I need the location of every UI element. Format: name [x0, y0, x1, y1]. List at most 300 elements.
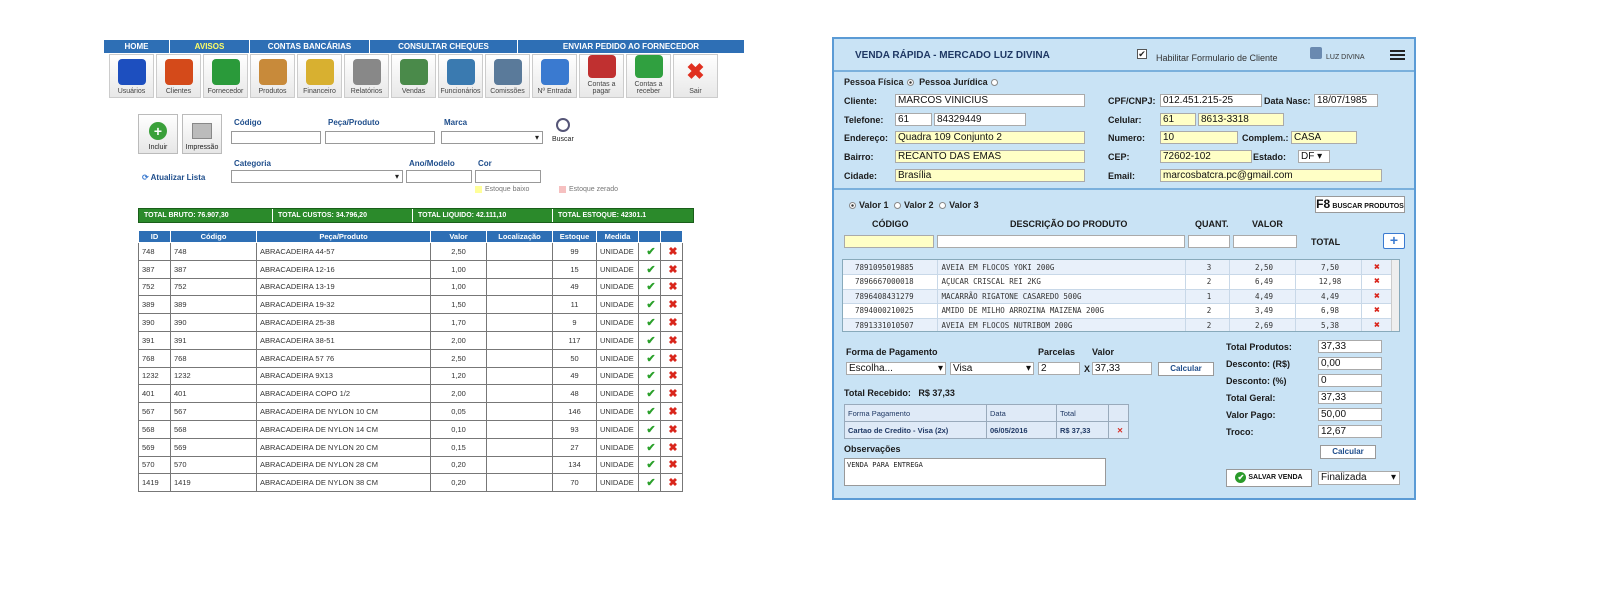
table-cell: [487, 314, 553, 332]
endereco-label: Endereço:: [844, 133, 889, 143]
table-cell: 1419: [171, 474, 257, 492]
col-header: Código: [171, 231, 257, 243]
estado-value: DF: [1301, 151, 1315, 162]
valor-pago-input[interactable]: 50,00: [1318, 408, 1382, 421]
plus-icon: +: [149, 122, 167, 140]
bandeira-select[interactable]: Visa ▾: [950, 362, 1034, 375]
bandeira-value: Visa: [953, 363, 973, 374]
table-cell: UNIDADE: [597, 367, 639, 385]
pay-col-data: Data: [987, 405, 1057, 422]
table-cell: 389: [139, 296, 171, 314]
cep-label: CEP:: [1108, 152, 1130, 162]
valor1-radio[interactable]: [849, 202, 856, 209]
troco-input[interactable]: 12,67: [1318, 425, 1382, 438]
sale-item-cell: 2: [1185, 304, 1229, 319]
quick-sale-panel: [832, 37, 1416, 500]
edit-check-icon[interactable]: ✔: [639, 420, 661, 438]
tool-contas-a-pagar[interactable]: [579, 54, 624, 98]
sale-item-cell: 3: [1185, 260, 1229, 275]
table-row: [139, 296, 683, 314]
table-cell: 390: [171, 314, 257, 332]
nav-consultar-cheques[interactable]: CONSULTAR CHEQUES: [370, 40, 518, 53]
incluir-button[interactable]: + Incluir: [138, 114, 178, 154]
table-cell: [487, 385, 553, 403]
table-cell: UNIDADE: [597, 314, 639, 332]
menu-icon[interactable]: [1390, 50, 1405, 60]
table-cell: UNIDADE: [597, 243, 639, 261]
col-descricao: DESCRIÇÃO DO PRODUTO: [1010, 219, 1128, 229]
valor-pag-input[interactable]: 37,33: [1092, 362, 1152, 375]
total-produtos-label: Total Produtos:: [1226, 342, 1292, 352]
table-cell: 748: [171, 243, 257, 261]
tool-label: Financeiro: [303, 88, 336, 95]
table-cell: 1,00: [431, 278, 487, 296]
edit-check-icon[interactable]: ✔: [639, 260, 661, 278]
delete-x-icon[interactable]: ✖: [661, 420, 683, 438]
cep-input[interactable]: 72602-102: [1160, 150, 1252, 163]
col-total: TOTAL: [1311, 237, 1341, 247]
buscar-produtos-label: BUSCAR PRODUTOS: [1332, 203, 1404, 210]
valor-pago-label: Valor Pago:: [1226, 410, 1276, 420]
tool-financeiro[interactable]: [297, 54, 342, 98]
zero-stock-legend: Estoque zerado: [569, 186, 619, 193]
ddd-input[interactable]: 61: [895, 113, 932, 126]
delete-x-icon[interactable]: ✖: [661, 367, 683, 385]
sale-item-cell: 7894000210025: [843, 304, 937, 319]
delete-x-icon[interactable]: ✖: [661, 314, 683, 332]
pf-radio[interactable]: [907, 79, 914, 86]
table-row: [139, 314, 683, 332]
edit-check-icon[interactable]: ✔: [639, 474, 661, 492]
valor3-radio[interactable]: [939, 202, 946, 209]
filters: [138, 114, 678, 244]
table-cell: ABRACADEIRA 13-19: [257, 278, 431, 296]
top-nav: [104, 40, 744, 53]
table-cell: UNIDADE: [597, 260, 639, 278]
col-header: [661, 231, 683, 243]
table-cell: 1,70: [431, 314, 487, 332]
sale-item-cell: 4,49: [1229, 289, 1295, 304]
tool-label: Clientes: [165, 88, 192, 95]
table-cell: [487, 438, 553, 456]
cliente-input[interactable]: MARCOS VINICIUS: [895, 94, 1085, 107]
tool-label: Comissões: [490, 88, 525, 95]
descricao-input[interactable]: [937, 235, 1185, 248]
tool-icon-4: [306, 59, 334, 85]
codigo-input[interactable]: [231, 131, 321, 144]
nav-home[interactable]: HOME: [104, 40, 170, 53]
sale-header: [834, 39, 1414, 72]
buscar-button[interactable]: Buscar: [552, 118, 574, 143]
edit-check-icon[interactable]: ✔: [639, 456, 661, 474]
table-cell: UNIDADE: [597, 403, 639, 421]
sale-item-cell: 6,98: [1295, 304, 1361, 319]
telefone-input[interactable]: 84329449: [934, 113, 1026, 126]
table-cell: ABRACADEIRA 44-57: [257, 243, 431, 261]
telefone-label: Telefone:: [844, 115, 884, 125]
table-cell: 146: [553, 403, 597, 421]
remove-item-icon[interactable]: ✖: [1361, 318, 1393, 332]
edit-check-icon[interactable]: ✔: [639, 331, 661, 349]
tool-label: Contas a pagar: [587, 81, 616, 95]
toolbar: [109, 54, 720, 98]
table-cell: [487, 420, 553, 438]
remove-item-icon[interactable]: ✖: [1361, 304, 1393, 319]
total-produtos-input[interactable]: 37,33: [1318, 340, 1382, 353]
obs-label: Observações: [844, 444, 901, 454]
table-cell: 1,00: [431, 260, 487, 278]
tool-relat-rios[interactable]: [344, 54, 389, 98]
endereco-input[interactable]: Quadra 109 Conjunto 2: [895, 131, 1085, 144]
f8-key: F8: [1316, 197, 1331, 211]
magnifier-icon: [556, 118, 570, 132]
calcular-parcelas-button[interactable]: Calcular: [1158, 362, 1214, 376]
items-scrollbar[interactable]: [1391, 260, 1399, 332]
cidade-input[interactable]: Brasília: [895, 169, 1085, 182]
ano-label: Ano/Modelo: [409, 159, 455, 168]
tool-usu-rios[interactable]: [109, 54, 154, 98]
table-cell: ABRACADEIRA DE NYLON 38 CM: [257, 474, 431, 492]
sale-item-cell: AVEIA EM FLOCOS YOKI 200G: [937, 260, 1185, 275]
tool-funcion-rios[interactable]: [438, 54, 483, 98]
sale-item-cell: 2,50: [1229, 260, 1295, 275]
tool-produtos[interactable]: [250, 54, 295, 98]
table-cell: [487, 456, 553, 474]
table-cell: ABRACADEIRA 57 76: [257, 349, 431, 367]
table-cell: [487, 260, 553, 278]
print-button[interactable]: Impressão: [182, 114, 222, 154]
ano-input[interactable]: [406, 170, 472, 183]
delete-x-icon[interactable]: ✖: [661, 296, 683, 314]
valor-input[interactable]: [1233, 235, 1297, 248]
cel-ddd-input[interactable]: 61: [1160, 113, 1196, 126]
table-cell: 389: [171, 296, 257, 314]
tool-label: Fornecedor: [207, 88, 244, 95]
edit-check-icon[interactable]: ✔: [639, 438, 661, 456]
table-row: [139, 420, 683, 438]
tool-icon-12: ✖: [686, 59, 705, 84]
times-label: X: [1084, 364, 1091, 374]
table-row: [139, 331, 683, 349]
table-cell: [487, 331, 553, 349]
table-cell: 570: [139, 456, 171, 474]
remove-item-icon[interactable]: ✖: [1361, 260, 1393, 275]
sale-items: [842, 259, 1400, 332]
celular-input[interactable]: 8613-3318: [1198, 113, 1284, 126]
table-row: [139, 385, 683, 403]
buscar-produtos-button[interactable]: [1315, 196, 1405, 213]
complemento-input[interactable]: CASA: [1291, 131, 1357, 144]
nav-avisos[interactable]: AVISOS: [170, 40, 250, 53]
table-cell: [487, 403, 553, 421]
complemento-label: Complem.:: [1242, 133, 1289, 143]
edit-check-icon[interactable]: ✔: [639, 296, 661, 314]
table-cell: 748: [139, 243, 171, 261]
col-codigo: CÓDIGO: [872, 219, 909, 229]
table-cell: 567: [171, 403, 257, 421]
col-header: Estoque: [553, 231, 597, 243]
tool-fornecedor[interactable]: [203, 54, 248, 98]
table-cell: 570: [171, 456, 257, 474]
delete-x-icon[interactable]: ✖: [661, 385, 683, 403]
delete-x-icon[interactable]: ✖: [661, 456, 683, 474]
forma-value: Escolha...: [849, 363, 893, 374]
table-cell: 15: [553, 260, 597, 278]
tool-n-entrada[interactable]: [532, 54, 577, 98]
table-cell: UNIDADE: [597, 296, 639, 314]
tool-sair[interactable]: [673, 54, 718, 98]
cpf-label: CPF/CNPJ:: [1108, 96, 1156, 106]
table-cell: 0,15: [431, 438, 487, 456]
sale-item-cell: 3,49: [1229, 304, 1295, 319]
delete-x-icon[interactable]: ✖: [661, 331, 683, 349]
table-cell: 1419: [139, 474, 171, 492]
table-cell: [487, 278, 553, 296]
table-cell: 11: [553, 296, 597, 314]
marca-label: Marca: [444, 118, 468, 127]
tool-label: Sair: [689, 88, 702, 95]
atualizar-link[interactable]: ⟳ Atualizar Lista: [142, 173, 206, 182]
sale-item-cell: 6,49: [1229, 275, 1295, 290]
valor2-label: Valor 2: [904, 200, 934, 210]
stock-panel: [104, 40, 744, 510]
valor1-label: Valor 1: [859, 200, 889, 210]
table-cell: 1,50: [431, 296, 487, 314]
tool-icon-6: [400, 59, 428, 85]
table-cell: 2,50: [431, 243, 487, 261]
table-cell: 2,00: [431, 331, 487, 349]
pay-col-total: Total: [1057, 405, 1109, 422]
zero-stock-swatch: [559, 186, 566, 193]
delete-x-icon[interactable]: ✖: [661, 349, 683, 367]
valor2-radio[interactable]: [894, 202, 901, 209]
cor-input[interactable]: [475, 170, 541, 183]
tool-icon-11: [635, 55, 663, 78]
sale-item-row: [843, 289, 1393, 304]
table-row: [139, 438, 683, 456]
table-cell: 768: [139, 349, 171, 367]
table-row: [139, 243, 683, 261]
table-cell: 1,20: [431, 367, 487, 385]
table-cell: 752: [139, 278, 171, 296]
table-cell: ABRACADEIRA 9X13: [257, 367, 431, 385]
total-bruto: TOTAL BRUTO: 76.907,30: [139, 209, 273, 222]
col-header: Medida: [597, 231, 639, 243]
pay-data: 06/05/2016: [987, 422, 1057, 439]
tool-icon-5: [353, 59, 381, 85]
edit-check-icon[interactable]: ✔: [639, 385, 661, 403]
sale-item-row: [843, 260, 1393, 275]
tool-icon-1: [165, 59, 193, 85]
price-options: [846, 200, 979, 210]
table-cell: 117: [553, 331, 597, 349]
table-cell: 387: [139, 260, 171, 278]
refresh-icon: ⟳: [142, 173, 149, 182]
table-cell: [487, 474, 553, 492]
delete-x-icon[interactable]: ✖: [661, 438, 683, 456]
pay-col-forma: Forma Pagamento: [845, 405, 987, 422]
nasc-input[interactable]: 18/07/1985: [1314, 94, 1378, 107]
sale-item-cell: AÇUCAR CRISCAL REI 2KG: [937, 275, 1185, 290]
sale-item-cell: MACARRÃO RIGATONE CASAREDO 500G: [937, 289, 1185, 304]
categoria-select[interactable]: ▾: [231, 170, 403, 183]
status-select[interactable]: Finalizada ▾: [1318, 471, 1400, 485]
estado-select[interactable]: DF ▾: [1298, 150, 1330, 163]
table-cell: 0,20: [431, 456, 487, 474]
tool-comiss-es[interactable]: [485, 54, 530, 98]
sale-item-cell: 12,98: [1295, 275, 1361, 290]
table-cell: 567: [139, 403, 171, 421]
sale-item-row: [843, 275, 1393, 290]
add-item-button[interactable]: +: [1383, 233, 1405, 249]
edit-check-icon[interactable]: ✔: [639, 278, 661, 296]
quant-input[interactable]: [1188, 235, 1230, 248]
pay-delete-icon[interactable]: ✕: [1109, 422, 1129, 439]
user-icon: [1310, 47, 1322, 59]
table-cell: 93: [553, 420, 597, 438]
table-cell: [487, 243, 553, 261]
table-cell: 0,10: [431, 420, 487, 438]
edit-check-icon[interactable]: ✔: [639, 367, 661, 385]
table-cell: 1232: [139, 367, 171, 385]
delete-x-icon[interactable]: ✖: [661, 474, 683, 492]
low-stock-swatch: [475, 186, 482, 193]
col-valor: VALOR: [1252, 219, 1283, 229]
delete-x-icon[interactable]: ✖: [661, 403, 683, 421]
table-cell: 2,50: [431, 349, 487, 367]
tool-vendas[interactable]: [391, 54, 436, 98]
edit-check-icon[interactable]: ✔: [639, 403, 661, 421]
sale-item-cell: 7,50: [1295, 260, 1361, 275]
table-cell: 768: [171, 349, 257, 367]
table-cell: [487, 296, 553, 314]
remove-item-icon[interactable]: ✖: [1361, 289, 1393, 304]
cor-label: Cor: [478, 159, 492, 168]
desconto-pct-label: Desconto: (%): [1226, 376, 1287, 386]
bairro-label: Bairro:: [844, 152, 874, 162]
sale-item-cell: AMIDO DE MILHO ARROZINA MAIZENA 200G: [937, 304, 1185, 319]
tool-icon-9: [541, 59, 569, 85]
person-type: [844, 77, 1001, 87]
table-cell: UNIDADE: [597, 474, 639, 492]
desconto-pct-input[interactable]: 0: [1318, 374, 1382, 387]
user-name: LUZ DIVINA: [1326, 54, 1365, 61]
table-cell: 401: [139, 385, 171, 403]
tool-icon-2: [212, 59, 240, 85]
nav-enviar-pedido[interactable]: ENVIAR PEDIDO AO FORNECEDOR: [562, 42, 700, 51]
obs-textarea[interactable]: VENDA PARA ENTREGA: [844, 458, 1106, 486]
edit-check-icon[interactable]: ✔: [639, 349, 661, 367]
delete-x-icon[interactable]: ✖: [661, 243, 683, 261]
table-row: [139, 456, 683, 474]
edit-check-icon[interactable]: ✔: [639, 314, 661, 332]
table-cell: 569: [139, 438, 171, 456]
printer-icon: [192, 123, 212, 139]
sale-title: VENDA RÁPIDA - MERCADO LUZ DIVINA: [855, 50, 1050, 61]
table-cell: UNIDADE: [597, 438, 639, 456]
table-cell: 49: [553, 367, 597, 385]
calcular-totais-button[interactable]: Calcular: [1320, 445, 1376, 459]
tool-label: Funcionários: [440, 88, 481, 95]
total-liquido: TOTAL LIQUIDO: 42.111,10: [413, 209, 553, 222]
table-cell: ABRACADEIRA 38-51: [257, 331, 431, 349]
bairro-input[interactable]: RECANTO DAS EMAS: [895, 150, 1085, 163]
low-stock-legend: Estoque baixo: [485, 186, 530, 193]
table-cell: UNIDADE: [597, 278, 639, 296]
celular-label: Celular:: [1108, 115, 1142, 125]
tool-contas-a-receber[interactable]: [626, 54, 671, 98]
peca-input[interactable]: [325, 131, 435, 144]
pj-label: Pessoa Jurídica: [919, 77, 988, 87]
total-custos: TOTAL CUSTOS: 34.796,20: [273, 209, 413, 222]
desconto-rs-input[interactable]: 0,00: [1318, 357, 1382, 370]
table-cell: 2,00: [431, 385, 487, 403]
cidade-label: Cidade:: [844, 171, 878, 181]
sale-item-cell: AVEIA EM FLOCOS NUTRIBOM 200G: [937, 318, 1185, 332]
remove-item-icon[interactable]: ✖: [1361, 275, 1393, 290]
recebido-label: Total Recebido:: [844, 388, 911, 398]
col-header: [639, 231, 661, 243]
email-input[interactable]: marcosbatcra.pc@gmail.com: [1160, 169, 1382, 182]
categoria-label: Categoria: [234, 159, 271, 168]
total-geral-input[interactable]: 37,33: [1318, 391, 1382, 404]
habilitar-checkbox[interactable]: ✔: [1138, 49, 1146, 59]
table-cell: 0,05: [431, 403, 487, 421]
table-row: [139, 403, 683, 421]
table-cell: [487, 367, 553, 385]
edit-check-icon[interactable]: ✔: [639, 243, 661, 261]
check-icon: ✔: [1235, 472, 1246, 483]
table-row: [139, 367, 683, 385]
parcelas-input[interactable]: 2: [1038, 362, 1080, 375]
tool-icon-0: [118, 59, 146, 85]
table-cell: 391: [171, 331, 257, 349]
recebido-value: R$ 37,33: [918, 388, 955, 398]
tool-label: Contas a receber: [634, 81, 663, 95]
cpf-input[interactable]: 012.451.215-25: [1160, 94, 1262, 107]
totals-bar: [138, 208, 694, 223]
desconto-rs-label: Desconto: (R$): [1226, 359, 1291, 369]
delete-x-icon[interactable]: ✖: [661, 260, 683, 278]
table-cell: 401: [171, 385, 257, 403]
nav-contas-bancarias[interactable]: CONTAS BANCÁRIAS: [250, 40, 370, 53]
pj-radio[interactable]: [991, 79, 998, 86]
tool-icon-8: [494, 59, 522, 85]
sale-item-cell: 1: [1185, 289, 1229, 304]
col-header: Peça/Produto: [257, 231, 431, 243]
delete-x-icon[interactable]: ✖: [661, 278, 683, 296]
numero-input[interactable]: 10: [1160, 131, 1238, 144]
table-row: [139, 349, 683, 367]
sale-item-cell: 2: [1185, 318, 1229, 332]
habilitar-label: Habilitar Formulario de Cliente: [1156, 53, 1278, 63]
valor3-label: Valor 3: [949, 200, 979, 210]
table-cell: UNIDADE: [597, 331, 639, 349]
sale-item-cell: 7896667000018: [843, 275, 937, 290]
troco-label: Troco:: [1226, 427, 1254, 437]
col-header: Valor: [431, 231, 487, 243]
table-cell: 1232: [171, 367, 257, 385]
forma-select[interactable]: Escolha... ▾: [846, 362, 946, 375]
codigo-input-field[interactable]: [844, 235, 934, 248]
table-cell: 569: [171, 438, 257, 456]
tool-clientes[interactable]: [156, 54, 201, 98]
tool-label: Produtos: [258, 88, 287, 95]
codigo-label: Código: [234, 118, 262, 127]
salvar-venda-button[interactable]: [1226, 469, 1312, 487]
marca-select[interactable]: ▾: [441, 131, 543, 144]
tool-label: Usuários: [117, 88, 146, 95]
